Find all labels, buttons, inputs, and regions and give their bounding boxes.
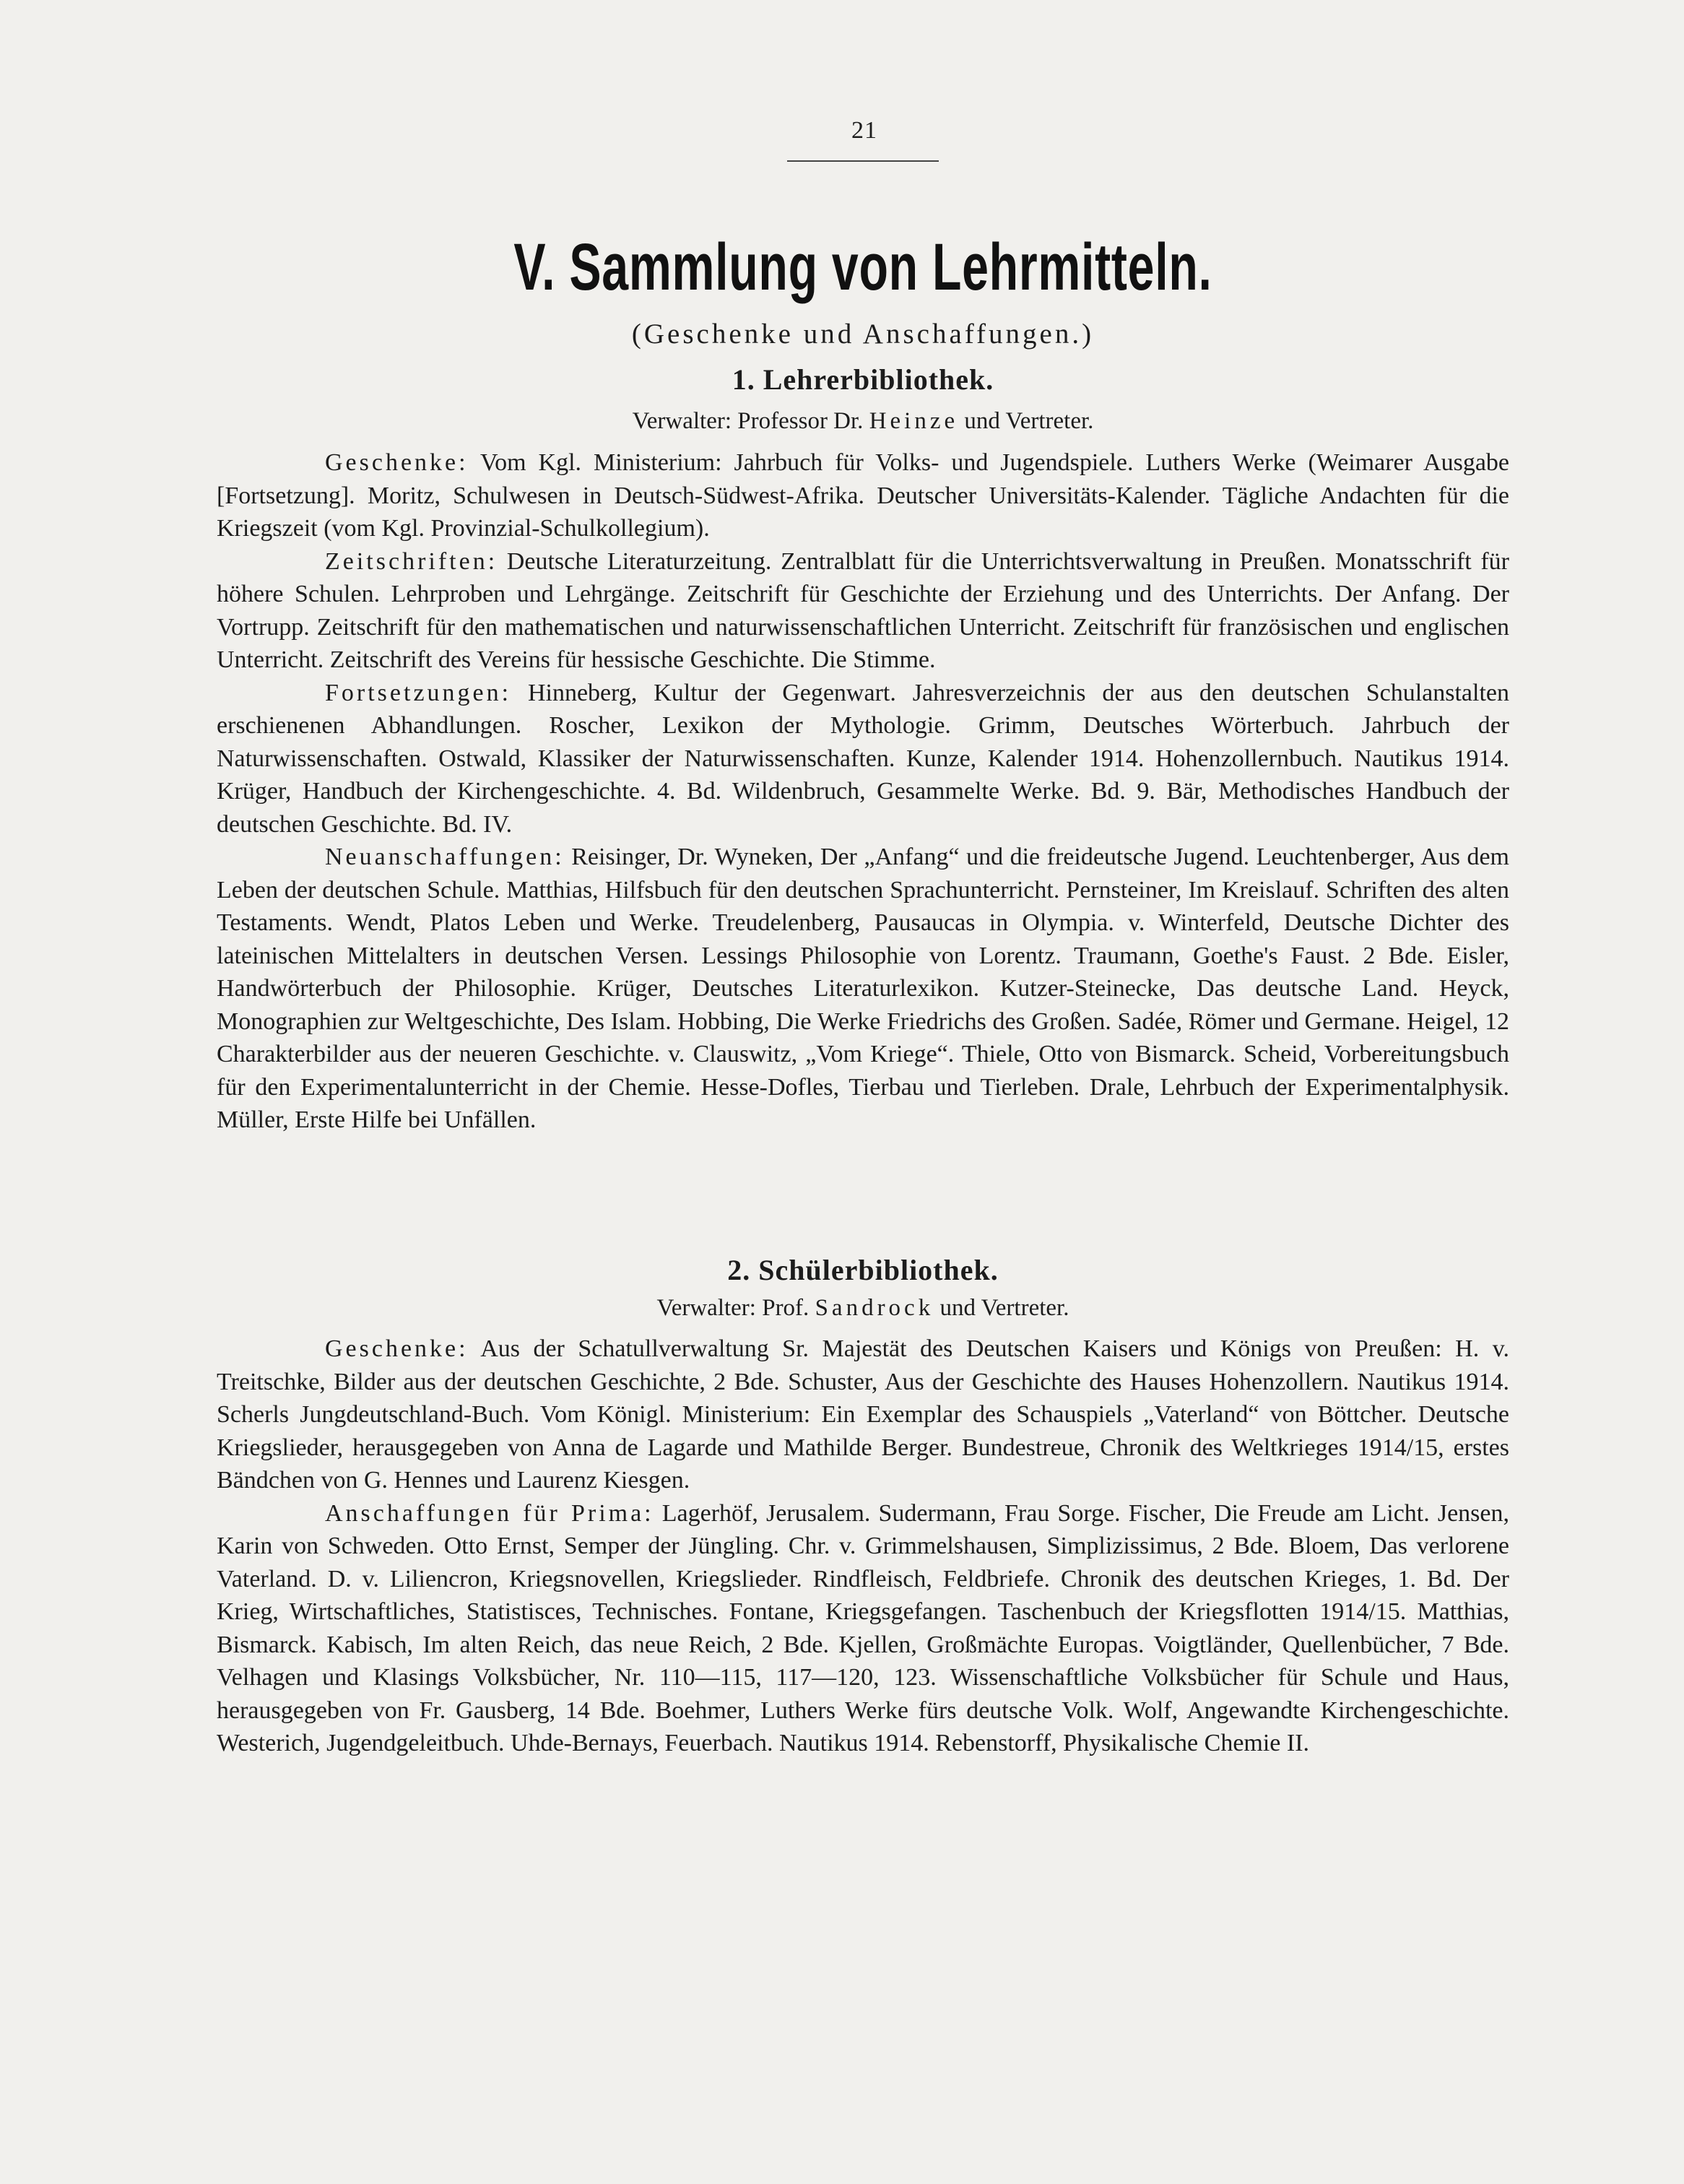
admin-text-pre: Professor Dr. xyxy=(737,408,864,434)
section2-body xyxy=(217,1332,1509,1760)
paragraph-neuanschaffungen xyxy=(217,841,1509,1137)
admin-name: Sandrock xyxy=(815,1295,934,1321)
paragraph-text: Vom Kgl. Ministerium: Jahrbuch für Volks- und Jugendspiele. Luthers Werke (Weimarer Ausgabe [Fortsetzung]. Moritz, Schulwesen in Deutsch-Südwest-Afrika. Deutscher Universitäts-Kalender. Tägliche Andachten für die Kriegszeit (vom Kgl. Provinzial-Schulkollegium). xyxy=(217,449,1509,542)
paragraph-text: Reisinger, Dr. Wyneken, Der „Anfang“ und die freideutsche Jugend. Leuchtenberger, Aus dem Leben der deutschen Schule. Matthias, Hilfsbuch für den deutschen Sprachunterricht. Pernsteiner, Im Kreislauf. Schriften des alten Testaments. Wendt, Platos Leben und Werke. Treudelenberg, Pausaucas in Olympia. v. Winterfeld, Deutsche Dichter des lateinischen Mittelalters in deutschen Versen. Lessings Philosophie von Lorentz. Traumann, Goethe's Faust. 2 Bde. Eisler, Handwörterbuch der Philosophie. Krüger, Deutsches Literaturlexikon. Kutzer-Steinecke, Das deutsche Land. Heyck, Monographien zur Weltgeschichte, Des Islam. Hobbing, Die Werke Friedrichs des Großen. Sadée, Römer und Germane. Heigel, 12 Charakterbilder aus der neueren Geschichte. v. Clauswitz, „Vom Kriege“. Thiele, Otto von Bismarck. Scheid, Vorbereitungsbuch für den Experimentalunterricht in der Chemie. Hesse-Dofles, Tierbau und Tierleben. Drale, Lehrbuch der Experimentalphysik. Müller, Erste Hilfe bei Unfällen. xyxy=(217,844,1510,1133)
paragraph-text: Aus der Schatullverwaltung Sr. Majestät des Deutschen Kaisers und Königs von Preußen: H. v. Treitschke, Bilder aus der deutschen Geschichte, 2 Bde. Schuster, Aus der Geschichte des Hauses Hohenzollern. Nautikus 1914. Scherls Jungdeutschland-Buch. Vom Königl. Ministerium: Ein Exemplar des Schauspiels „Vaterland“ von Böttcher. Deutsche Kriegslieder, herausgegeben von Anna de Lagarde und Mathilde Berger. Bundestreue, Chronik des Weltkrieges 1914/15, erstes Bändchen von G. Hennes und Laurenz Kiesgen. xyxy=(217,1335,1509,1494)
paragraph-lead: Fortsetzungen: xyxy=(325,679,512,706)
paragraph-geschenke xyxy=(217,446,1509,545)
paragraph-fortsetzungen xyxy=(217,677,1509,841)
paragraph-text: Lagerhöf, Jerusalem. Sudermann, Frau Sorge. Fischer, Die Freude am Licht. Jensen, Karin von Schweden. Otto Ernst, Semper der Jüngling. Chr. v. Grimmelshausen, Simplizissimus, 2 Bde. Bloem, Das verlorene Vaterland. D. v. Liliencron, Kriegsnovellen, Kriegslieder. Rindfleisch, Feldbriefe. Chronik des deutschen Krieges, 1. Bd. Der Krieg, Wirtschaftliches, Statistisces, Technisches. Fontane, Kriegsgefangen. Taschenbuch der Kriegsflotten 1914/15. Matthias, Bismarck. Kabisch, Im alten Reich, das neue Reich, 2 Bde. Kjellen, Großmächte Europas. Voigtländer, Quellenbücher, 7 Bde. Velhagen und Klasings Volksbücher, Nr. 110—115, 117—120, 123. Wissenschaftliche Volksbücher für Schule und Haus, herausgegeben von Fr. Gausberg, 14 Bde. Boehmer, Luthers Werke fürs deutsche Volk. Wolf, Angewandte Kirchengeschichte. Westerich, Jugendgeleitbuch. Uhde-Bernays, Feuerbach. Nautikus 1914. Rebenstorff, Physikalische Chemie II. xyxy=(217,1499,1509,1756)
admin-name: Heinze xyxy=(869,408,959,434)
admin-label: Verwalter: xyxy=(632,408,732,434)
main-title: V. Sammlung von Lehrmitteln. xyxy=(513,230,1212,304)
section-administrator-2 xyxy=(217,1295,1509,1322)
admin-text-post: und Vertreter. xyxy=(939,1295,1069,1321)
section1-body xyxy=(217,446,1509,1137)
paragraph-lead: Geschenke: xyxy=(325,1335,469,1362)
paragraph-lead: Anschaffungen für Prima: xyxy=(325,1499,654,1527)
admin-label: Verwalter: xyxy=(656,1295,756,1321)
section-heading-schuelerbibliothek: 2. Schülerbibliothek. xyxy=(727,1254,999,1286)
paragraph-lead: Zeitschriften: xyxy=(325,547,498,575)
paragraph-lead: Neuanschaffungen: xyxy=(325,844,565,870)
page-number: 21 xyxy=(851,117,877,144)
section-heading-lehrerbibliothek: 1. Lehrerbibliothek. xyxy=(732,363,994,396)
admin-text-post: und Vertreter. xyxy=(964,408,1094,434)
section-administrator-1 xyxy=(217,408,1509,435)
paragraph-lead: Geschenke: xyxy=(325,449,469,476)
page-number-rule xyxy=(787,160,939,162)
admin-text-pre: Prof. xyxy=(762,1295,810,1321)
paragraph-zeitschriften xyxy=(217,545,1509,677)
paragraph-geschenke xyxy=(217,1332,1509,1497)
subtitle: (Geschenke und Anschaffungen.) xyxy=(631,318,1095,350)
paragraph-text: Hinneberg, Kultur der Gegenwart. Jahresverzeichnis der aus den deutschen Schulanstalten erschienenen Abhandlungen. Roscher, Lexikon der Mythologie. Grimm, Deutsches Wörterbuch. Jahrbuch der Naturwissenschaften. Ostwald, Klassiker der Naturwissenschaften. Kunze, Kalender 1914. Hohenzollernbuch. Nautikus 1914. Krüger, Handbuch der Kirchengeschichte. 4. Bd. Wildenbruch, Gesammelte Werke. Bd. 9. Bär, Methodisches Handbuch der deutschen Geschichte. Bd. IV. xyxy=(217,679,1510,838)
paragraph-anschaffungen-prima xyxy=(217,1497,1509,1760)
paragraph-text: Deutsche Literaturzeitung. Zentralblatt für die Unterrichtsverwaltung in Preußen. Monatsschrift für höhere Schulen. Lehrproben und Lehrgänge. Zeitschrift für Geschichte der Erziehung und des Unterrichts. Der Anfang. Der Vortrupp. Zeitschrift für den mathematischen und naturwissenschaftlichen Unterricht. Zeitschrift für französischen und englischen Unterricht. Zeitschrift des Vereins für hessische Geschichte. Die Stimme. xyxy=(217,547,1510,673)
